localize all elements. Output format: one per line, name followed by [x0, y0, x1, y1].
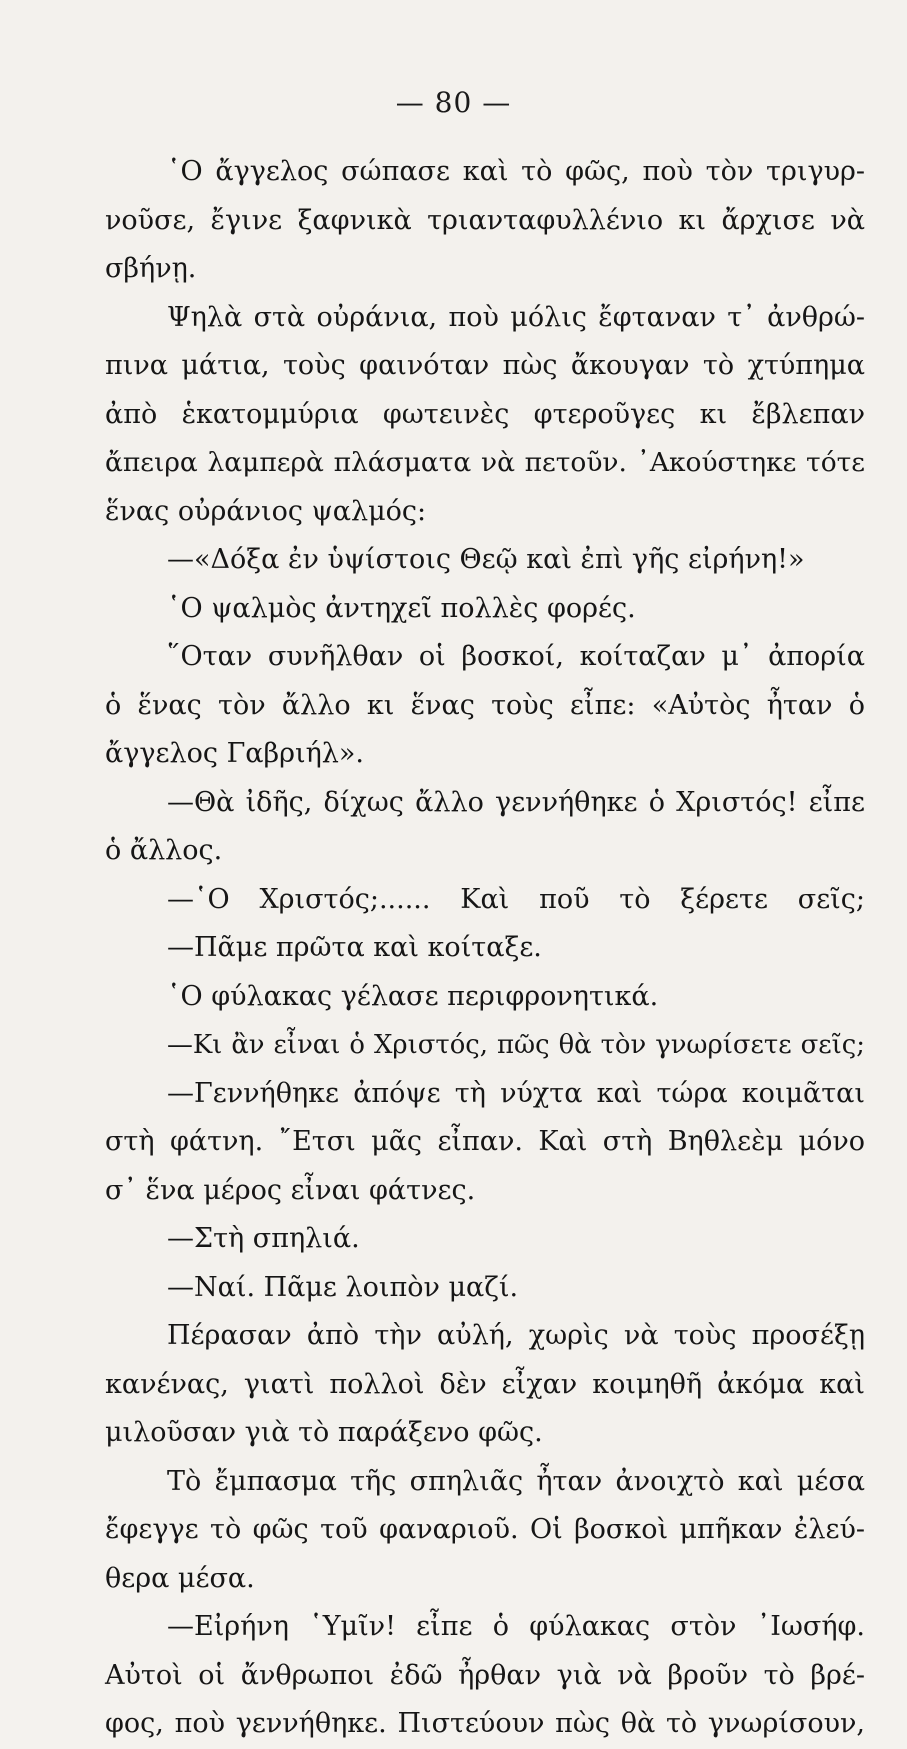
- text-line: σ᾽ ἕνα μέρος εἶναι φάτνες.: [105, 1174, 476, 1206]
- text-line: κανένας, γιατὶ πολλοὶ δὲν εἶχαν κοιμηθῆ ἀκόμα καὶ: [105, 1368, 865, 1400]
- text-line: μιλοῦσαν γιὰ τὸ παράξενο φῶς.: [105, 1417, 543, 1448]
- text-line: —Εἰρήνη ῾Υμῖν! εἶπε ὁ φύλακας στὸν ᾽Ιωσήφ.: [167, 1611, 865, 1642]
- text-line: ἄγγελος Γαβριήλ».: [105, 738, 364, 769]
- text-line: ῞Οταν συνῆλθαν οἱ βοσκοί, κοίταζαν μ᾽ ἀπορία: [167, 641, 865, 672]
- text-line: Ψηλὰ στὰ οὐράνια, ποὺ μόλις ἔφταναν τ᾽ ἀνθρώ-: [167, 301, 865, 333]
- text-line: —Θὰ ἰδῆς, δίχως ἄλλο γεννήθηκε ὁ Χριστός! εἶπε: [167, 786, 865, 818]
- text-line: —Γεννήθηκε ἀπόψε τὴ νύχτα καὶ τώρα κοιμᾶται: [167, 1077, 865, 1109]
- text-line: ἕνας οὐράνιος ψαλμός:: [105, 495, 427, 527]
- text-line: ῾Ο φύλακας γέλασε περιφρονητικά.: [167, 980, 659, 1012]
- text-line: νοῦσε, ἔγινε ξαφνικὰ τριανταφυλλένιο κι ἄρχισε νὰ: [105, 204, 865, 236]
- text-line: Αὐτοὶ οἱ ἄνθρωποι ἐδῶ ἦρθαν γιὰ νὰ βροῦν τὸ βρέ-: [105, 1659, 865, 1691]
- text-line: ῾Ο ἄγγελος σώπασε καὶ τὸ φῶς, ποὺ τὸν τριγυρ-: [167, 156, 865, 187]
- text-line: —Πᾶμε πρῶτα καὶ κοίταξε.: [167, 932, 542, 963]
- text-line: ἔφεγγε τὸ φῶς τοῦ φαναριοῦ. Οἱ βοσκοὶ μπῆκαν ἐλεύ-: [105, 1514, 865, 1545]
- text-line: πινα μάτια, τοὺς φαινόταν πὼς ἄκουγαν τὸ χτύπημα: [105, 350, 865, 381]
- text-line: —Κι ἂν εἶναι ὁ Χριστός, πῶς θὰ τὸν γνωρίσετε σεῖς;: [167, 1030, 865, 1060]
- body-text: [105, 148, 865, 1749]
- text-line: σβήνῃ.: [105, 253, 197, 284]
- text-line: —Ναί. Πᾶμε λοιπὸν μαζί.: [167, 1271, 519, 1303]
- text-line: στὴ φάτνη. ῎Ετσι μᾶς εἶπαν. Καὶ στὴ Βηθλεὲμ μόνο: [105, 1126, 865, 1157]
- text-line: ὁ ἄλλος.: [105, 835, 223, 866]
- text-line: —«Δόξα ἐν ὑψίστοις Θεῷ καὶ ἐπὶ γῆς εἰρήνη!»: [167, 544, 805, 575]
- text-line: Πέρασαν ἀπὸ τὴν αὐλή, χωρὶς νὰ τοὺς προσέξῃ: [167, 1320, 865, 1351]
- text-line: θερα μέσα.: [105, 1562, 255, 1594]
- text-line: —῾Ο Χριστός;...... Καὶ ποῦ τὸ ξέρετε σεῖς;: [167, 883, 865, 915]
- text-line: —Στὴ σπηλιά.: [167, 1223, 360, 1254]
- text-line: ῾Ο ψαλμὸς ἀντηχεῖ πολλὲς φορές.: [167, 592, 636, 624]
- text-line: Τὸ ἔμπασμα τῆς σπηλιᾶς ἦταν ἀνοιχτὸ καὶ μέσα: [167, 1465, 865, 1497]
- text-line: φος, ποὺ γεννήθηκε. Πιστεύουν πὼς θὰ τὸ γνωρίσουν,: [105, 1708, 865, 1739]
- text-line: ὁ ἕνας τὸν ἄλλο κι ἕνας τοὺς εἶπε: «Αὐτὸς ἦταν ὁ: [105, 689, 865, 721]
- text-line: ἄπειρα λαμπερὰ πλάσματα νὰ πετοῦν. ᾽Ακούστηκε τότε: [105, 447, 865, 478]
- page-number: — 80 —: [395, 86, 512, 119]
- text-line: ἀπὸ ἑκατομμύρια φωτεινὲς φτεροῦγες κι ἔβλεπαν: [105, 398, 865, 430]
